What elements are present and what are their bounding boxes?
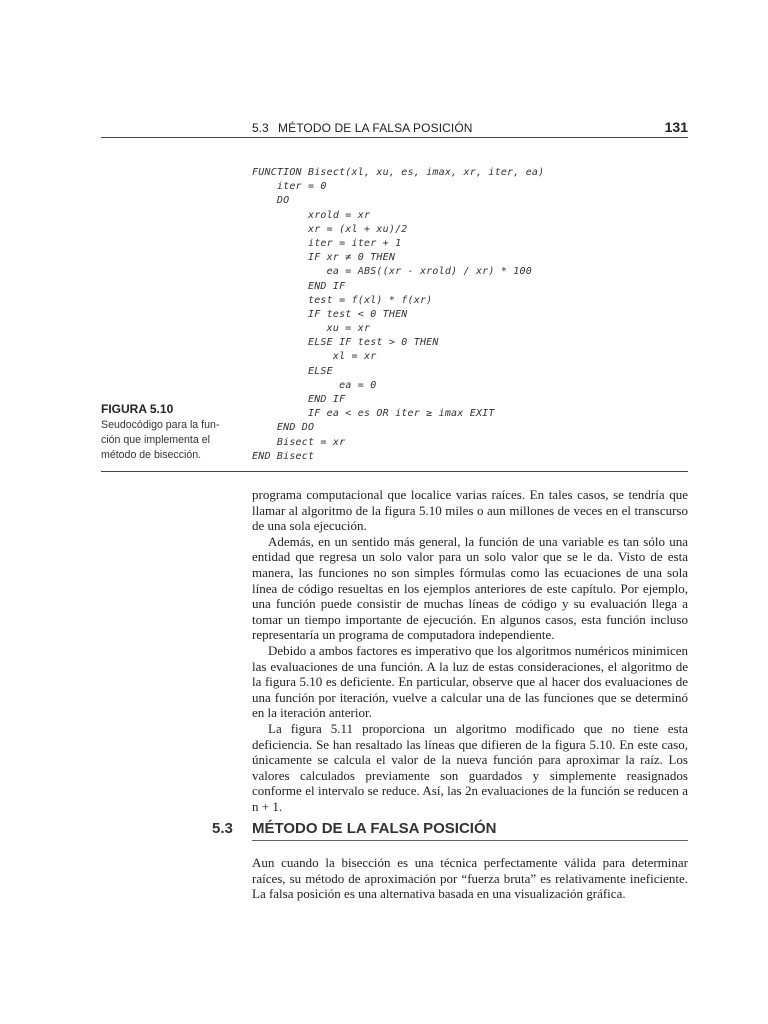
code-line: IF ea < es OR iter ≥ imax EXIT: [252, 408, 495, 420]
figure-label: FIGURA 5.10: [101, 402, 174, 416]
code-line: END IF: [252, 280, 346, 292]
header-section-title: MÉTODO DE LA FALSA POSICIÓN: [278, 121, 473, 135]
code-line: IF test < 0 THEN: [252, 308, 408, 320]
code-line: DO: [252, 195, 290, 207]
pseudocode-block: [252, 166, 544, 464]
code-line: FUNCTION Bisect(xl, xu, es, imax, xr, iter, ea): [252, 167, 545, 178]
section-rule: [252, 840, 688, 841]
paragraph: Debido a ambos factores es imperativo que los algoritmos numéricos minimicen las evaluaciones de una función. A la luz de estas consideraciones, el algoritmo de la figura 5.10 es deficiente. En particular, observe que al hacer dos evaluaciones de una función por iteración, vuelve a calcular una de las funciones que se determinó en la iteración anterior.: [252, 642, 688, 721]
code-line: END DO: [252, 422, 315, 434]
section-heading: [212, 820, 688, 837]
figure-caption: [101, 402, 229, 463]
running-header: [252, 119, 688, 135]
paragraph: programa computacional que localice varias raíces. En tales casos, se tendría que llamar al algoritmo de la figura 5.10 miles o aun millones de veces en el transcurso de una sola ejecución.: [252, 487, 688, 534]
section-number: 5.3: [212, 820, 233, 837]
header-rule: [101, 137, 688, 138]
code-line: END Bisect: [252, 450, 315, 462]
code-line: xu = xr: [252, 323, 371, 335]
code-line: xr = (xl + xu)/2: [252, 223, 408, 235]
code-line: iter = 0: [252, 181, 327, 193]
code-line: ea = ABS((xr - xrold) / xr) * 100: [252, 266, 532, 278]
section-intro: [252, 855, 688, 902]
code-line: xrold = xr: [252, 209, 371, 221]
code-line: ea = 0: [252, 379, 377, 391]
figure-caption-text: Seudocódigo para la fun-ción que implementa el método de bisección.: [101, 419, 220, 461]
code-line: Bisect = xr: [252, 436, 346, 448]
section-title: MÉTODO DE LA FALSA POSICIÓN: [252, 820, 497, 837]
paragraph: La figura 5.11 proporciona un algoritmo modificado que no tiene esta deficiencia. Se han resaltado las líneas que difieren de la figura 5.10. En este caso, únicamente se calcula el valor de la nueva función para aproximar la raíz. Los valores calculados previamente son guardados y simplemente reasignados conforme el intervalo se reduce. Así, las 2n evaluaciones de la función se reducen a n + 1.: [252, 720, 688, 814]
code-line: ELSE: [252, 365, 333, 377]
header-section-number: 5.3: [252, 121, 269, 135]
page-number: 131: [664, 119, 688, 135]
code-line: ELSE IF test > 0 THEN: [252, 337, 439, 349]
code-line: test = f(xl) * f(xr): [252, 294, 433, 306]
code-line: xl = xr: [252, 351, 377, 363]
body-text: [252, 487, 688, 814]
figure-rule: [101, 471, 688, 472]
paragraph: Aun cuando la bisección es una técnica perfectamente válida para determinar raíces, su método de aproximación por “fuerza bruta” es relativamente ineficiente. La falsa posición es una alternativa basada en una visualización gráfica.: [252, 855, 688, 902]
paragraph: Además, en un sentido más general, la función de una variable es tan sólo una entidad que regresa un solo valor para un solo valor que se le da. Visto de esta manera, las funciones no son simples fórmulas como las ecuaciones de una sola línea de código resueltas en los ejemplos anteriores de este capítulo. Por ejemplo, una función puede consistir de muchas líneas de código y su evaluación llega a tomar un tiempo importante de ejecución. En algunos casos, esta función incluso representaría un programa de computadora independiente.: [252, 533, 688, 643]
code-line: END IF: [252, 394, 346, 405]
code-line: IF xr ≠ 0 THEN: [252, 252, 396, 264]
code-line: iter = iter + 1: [252, 237, 402, 249]
